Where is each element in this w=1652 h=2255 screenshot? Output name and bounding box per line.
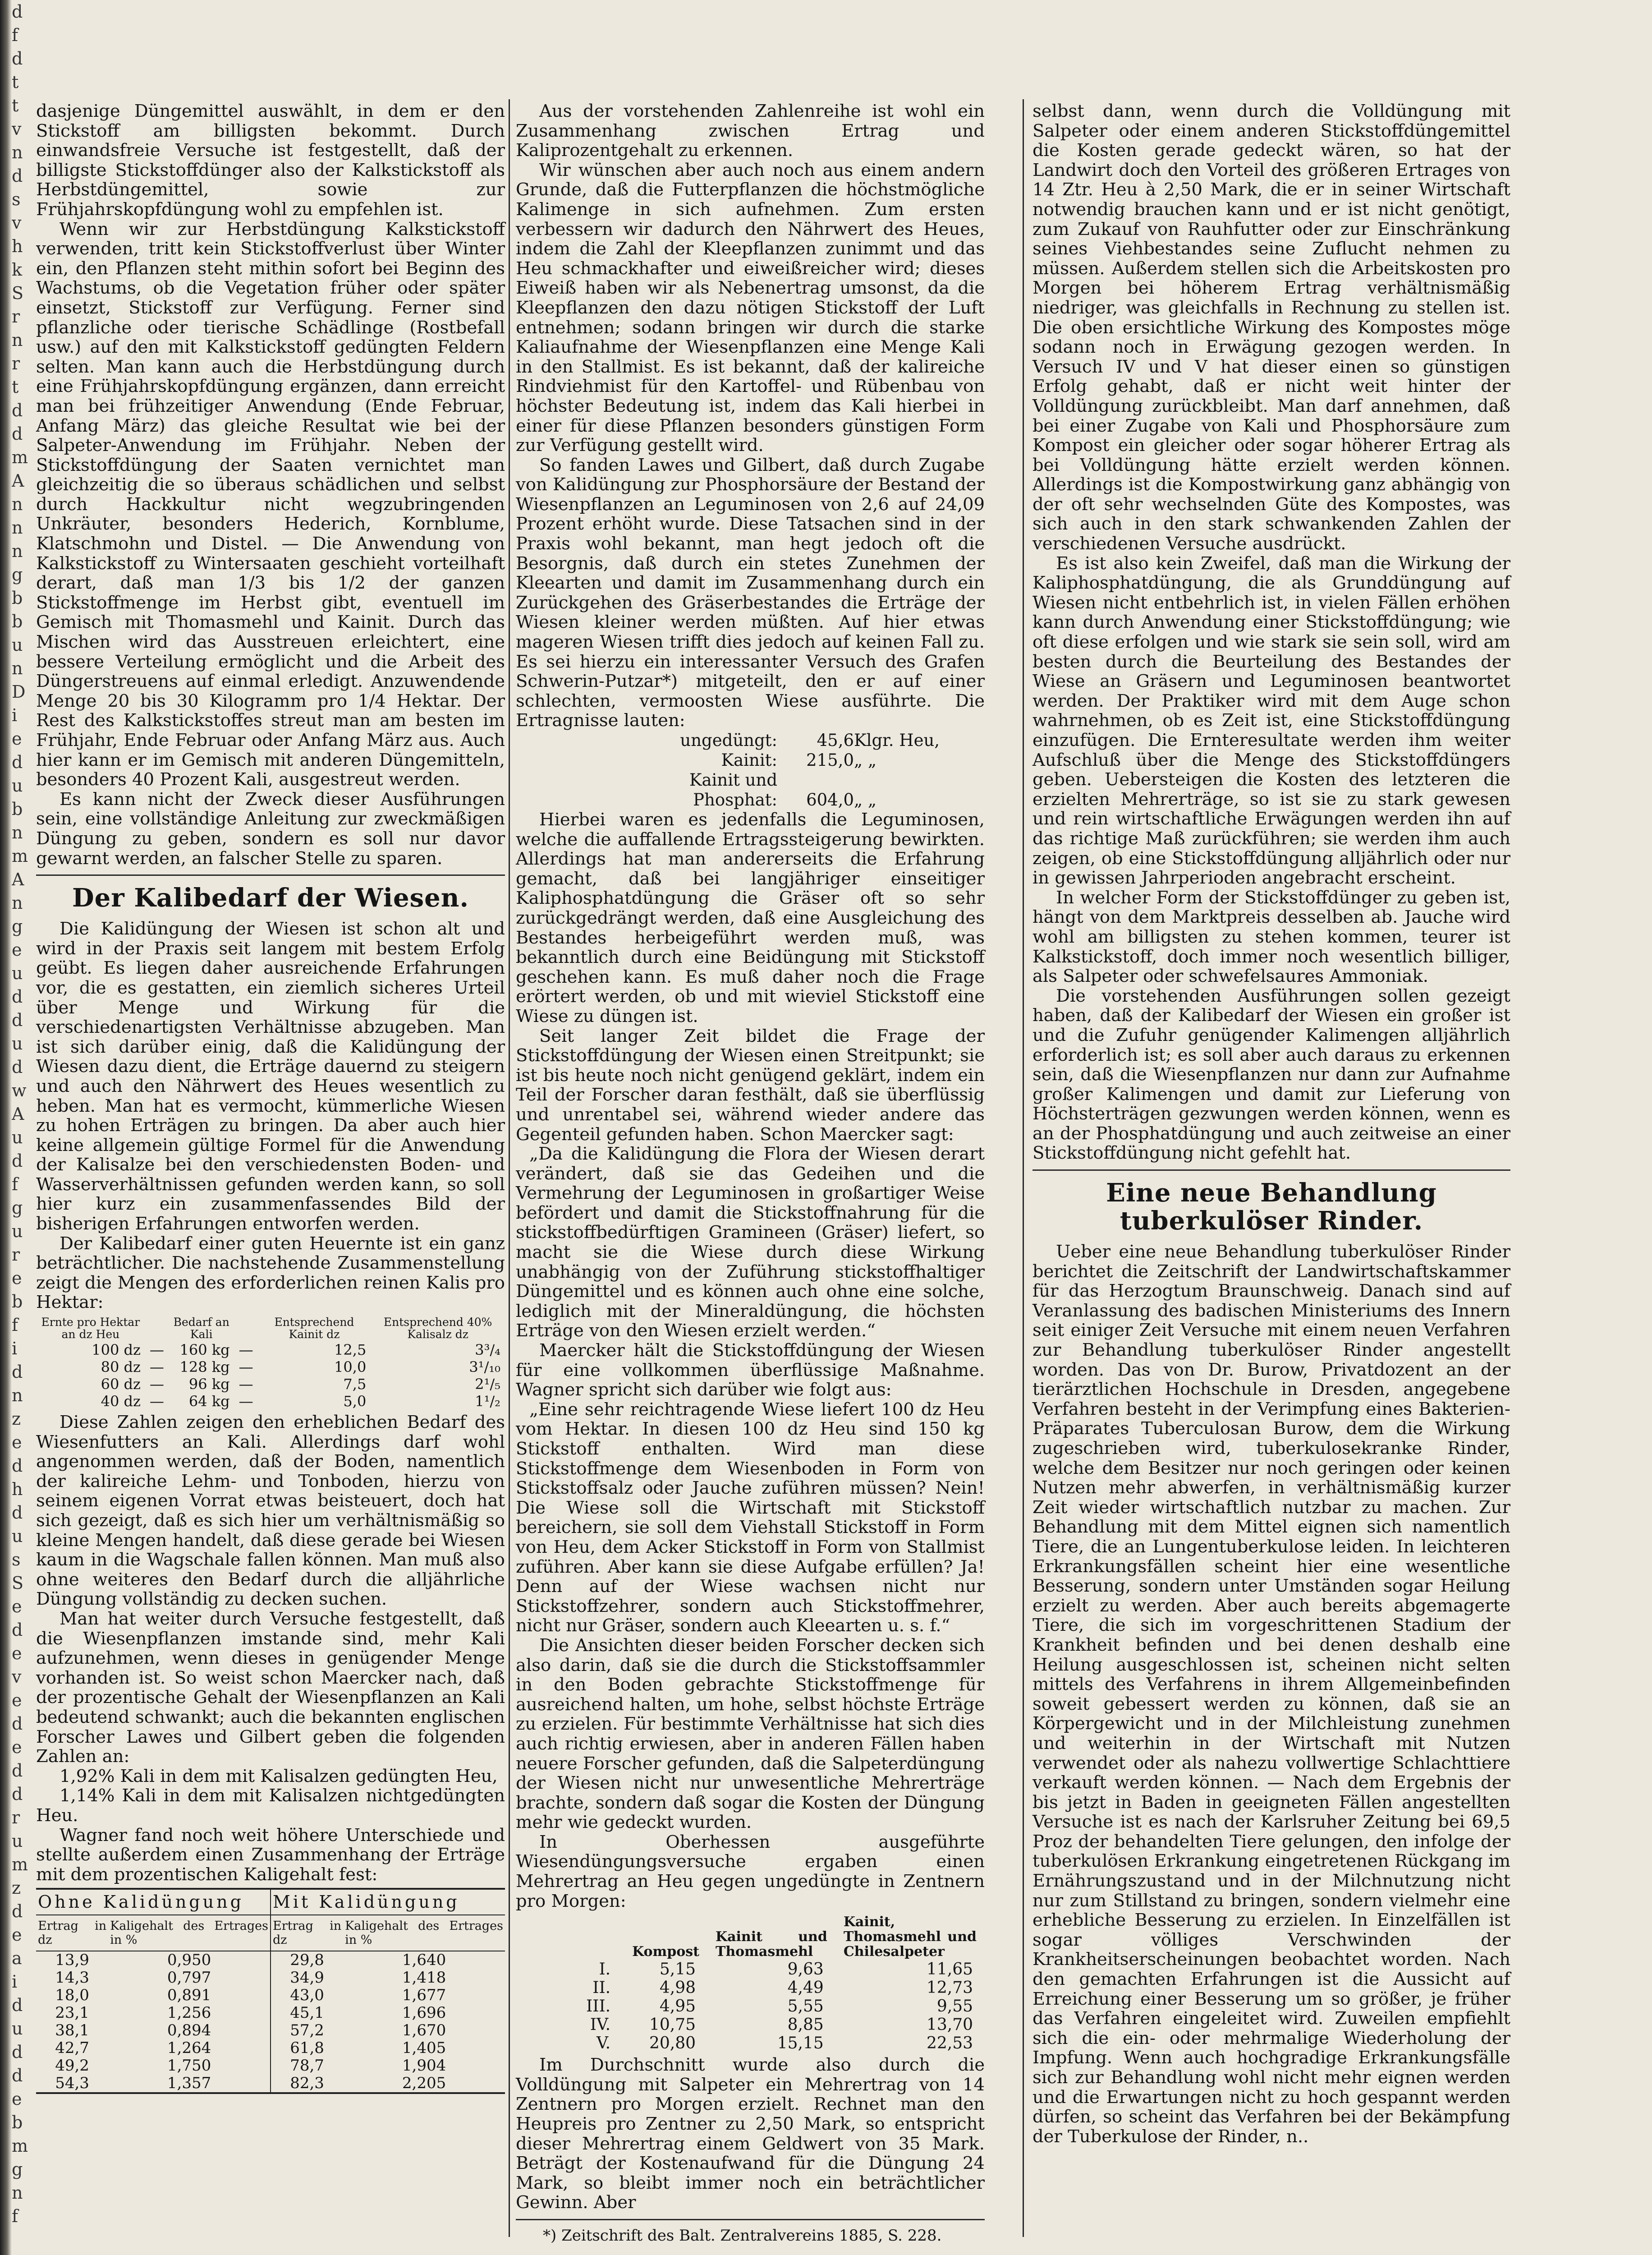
yield-label: ungedüngt:	[680, 731, 777, 750]
table-cell: 57,2	[290, 2021, 324, 2040]
quotation: „Da die Kalidüngung die Flora der Wiesen derart verändert, daß sie das Gedeihen und die Vermehrung der Leguminosen in großartiger Weise befördert und damit die Stickstoffnahrung für die stickstoffbedürftigen Gramineen (Gräser) liefert, so macht sie die Wiese durch diese Wirkung unabhängig von der Zuführung stickstoffhaltiger Düngemittel und es können auch ohne eine solche, lediglich mit der Mineraldüngung, die höchsten Erträge von den Wiesen erzielt werden.“	[516, 1144, 985, 1341]
table-row	[36, 1393, 505, 1410]
yield-row	[629, 770, 985, 810]
table-cell: 15,15	[777, 2034, 824, 2053]
column-rule	[1023, 99, 1024, 2237]
paragraph: Es ist also kein Zweifel, daß man die Wirkung der Kaliphosphatdüngung, die als Grunddüngung auf Wiesen nicht entbehrlich ist, in vielen Fällen erhöhen kann durch Anwendung einer Stickstoffdüngung; wie oft diese erfolgen und wie stark sie sein soll, wird am besten durch die Beurteilung des Bestandes der Wiese an Gräsern und Leguminosen beantwortet werden. Der Praktiker wird mit dem Auge schon wahrnehmen, ob es Zeit ist, eine Stickstoffdüngung einzufügen. Die Ernteresultate werden ihm weiter Aufschluß über die Menge des Stickstoffdüngers geben. Uebersteigen die Kosten des letzteren die erzielten Mehrerträge, so ist sie zu stark gewesen und rein wirtschaftliche Erwägungen werden ihn auf das richtige Maß zurückführen; sie werden ihm auch zeigen, ob eine Stickstoffdüngung alljährlich oder nur in gewissen Jahrperioden angebracht erscheint.	[1032, 553, 1510, 888]
column-right	[1032, 101, 1510, 2146]
table-cell: III.	[586, 1997, 611, 2016]
previous-page-letter: b	[12, 1292, 23, 1312]
table-row	[574, 1960, 985, 1979]
table-cell: 100 dz	[92, 1341, 141, 1359]
column-rule	[509, 99, 510, 2237]
previous-page-letter: f	[12, 2206, 18, 2226]
previous-page-letter: n	[12, 893, 23, 913]
paragraph: Der Kalibedarf einer guten Heuernte ist ein ganz beträchtlicher. Die nachstehende Zusammenstellung zeigt die Mengen des erforderlichen reinen Kalis pro Hektar:	[36, 1233, 505, 1313]
table-row	[36, 1358, 505, 1376]
table-cell: 43,0	[290, 1986, 324, 2005]
table-header: Entsprechend 40% Kalisalz dz	[383, 1316, 492, 1341]
previous-page-letter: u	[12, 1221, 23, 1241]
previous-page-letter: d	[12, 1057, 23, 1077]
table-header: Kompost	[632, 1944, 700, 1960]
previous-page-letter: r	[12, 354, 20, 373]
paragraph: Man hat weiter durch Versuche festgestellt, daß die Wiesenpflanzen imstande sind, mehr Kali aufzunehmen, wenn dieses in genügender Menge vorhanden ist. So weist schon Maercker nach, daß der prozentische Gehalt der Wiesenpflanzen an Kali bedeutend schwankt; auch die bekannten englischen Forscher Lawes und Gilbert geben die folgenden Zahlen an:	[36, 1608, 505, 1767]
yield-value: 604,0	[806, 790, 854, 810]
previous-page-letter: g	[12, 916, 23, 936]
previous-page-letter: r	[12, 307, 20, 327]
previous-page-letter: b	[12, 612, 23, 631]
table-cell: —	[239, 1393, 253, 1410]
table-cell: —	[149, 1376, 164, 1393]
previous-page-letter: n	[12, 541, 23, 561]
yield-label: Kainit:	[721, 750, 777, 770]
kali-requirement-table	[36, 1315, 505, 1410]
previous-page-letter: n	[12, 658, 23, 678]
table-cell: 5,0	[343, 1393, 367, 1410]
table-cell: 14,3	[55, 1969, 89, 1987]
table-cell: 8,85	[787, 2016, 824, 2034]
divider	[1032, 1169, 1510, 1171]
table-cell: 9,63	[787, 1960, 824, 1979]
article-heading: Der Kalibedarf der Wiesen.	[72, 883, 469, 913]
table-row	[36, 1987, 505, 2004]
previous-page-letter: n	[12, 1385, 23, 1405]
previous-page-letter: m	[12, 2136, 28, 2156]
previous-page-letter: e	[12, 1737, 22, 1757]
previous-page-letter: d	[12, 2042, 23, 2062]
previous-page-letter: g	[12, 1198, 23, 1218]
table-cell: 7,5	[343, 1376, 367, 1393]
table-group-header: Mit Kalidüngung	[271, 1889, 505, 1915]
yield-unit: „ „	[854, 750, 877, 770]
previous-page-letter: d	[12, 1456, 23, 1476]
previous-page-letter: d	[12, 400, 23, 420]
previous-page-letter: n	[12, 143, 23, 162]
previous-page-letter: v	[12, 119, 22, 139]
table-cell: —	[239, 1341, 253, 1359]
table-cell: 5,55	[787, 1997, 824, 2016]
previous-page-letter: e	[12, 1643, 22, 1663]
previous-page-letter: n	[12, 2183, 23, 2203]
table-cell: 160 kg	[179, 1341, 230, 1359]
wagner-yield-table	[36, 1888, 505, 2094]
previous-page-letter: d	[12, 1503, 23, 1523]
previous-page-letter: n	[12, 330, 23, 350]
table-row	[574, 1979, 985, 1997]
table-row	[36, 1951, 505, 1969]
table-cell: 9,55	[936, 1997, 973, 2016]
table-header: Kaligehalt des Ertrages in %	[343, 1915, 505, 1951]
paragraph: Hierbei waren es jedenfalls die Leguminosen, welche die auffallende Ertragssteigerung bewirkten. Allerdings hat man andererseits die Erfahrung gemacht, daß bei langjähriger einseitiger Kaliphosphatdüngung die Gräser oft so sehr zurückgedrängt werden, daß eine Ausgleichung des Bestandes herbeigeführt werden muß, was bekanntlich durch eine Beidüngung mit Stickstoff geschehen kann. Es muß daher noch die Frage erörtert werden, ob und mit wieviel Stickstoff eine Wiese zu düngen ist.	[516, 810, 985, 1026]
table-cell: 4,49	[787, 1979, 824, 1997]
article-heading: Eine neue Behandlung tuberkulöser Rinder.	[1106, 1178, 1437, 1236]
table-cell: 54,3	[55, 2074, 89, 2093]
previous-page-letter: n	[12, 518, 23, 538]
paragraph: Die Kalidüngung der Wiesen ist schon alt und wird in der Praxis seit langem mit bestem Erfolg geübt. Es liegen daher ausreichende Erfahrungen vor, die es gestatten, ein ziemlich sicheres Urteil über Menge und Wirkung für die verschiedenartigsten Verhältnisse abzugeben. Man ist sich darüber einig, daß die Kalidüngung der Wiesen dazu dient, die Erträge dauernd zu steigern und auch den Nährwert des Heues wesentlich zu heben. Man hat es vermocht, kümmerliche Wiesen zu hohen Erträgen zu bringen. Da aber auch hier keine allgemein gültige Formel für die Anwendung der Kalisalze bei den verschiedensten Boden- und Wasserverhältnissen gefunden werden kann, so soll hier kurz ein zusammenfassendes Bild der bisherigen Erfahrungen entworfen werden.	[36, 919, 505, 1234]
previous-page-letter: d	[12, 1714, 23, 1734]
table-cell: 1,405	[402, 2039, 446, 2057]
previous-page-letter: d	[12, 1761, 23, 1781]
table-row	[36, 2057, 505, 2075]
table-cell: 13,70	[926, 2016, 973, 2034]
previous-page-letter: A	[12, 1104, 24, 1124]
table-cell: 1,696	[402, 2004, 446, 2022]
table-header: Entsprechend Kainit dz	[274, 1316, 354, 1341]
table-cell: 0,894	[108, 2022, 271, 2039]
table-cell: 3³/₄	[475, 1341, 500, 1359]
table-cell: II.	[592, 1979, 611, 1997]
table-cell: 3¹/₁₀	[469, 1358, 500, 1376]
table-cell: 40 dz	[101, 1393, 141, 1410]
previous-page-letter: z	[12, 1409, 21, 1429]
table-row	[36, 2039, 505, 2057]
previous-page-letter: h	[12, 1479, 23, 1499]
previous-page-letter: d	[12, 1362, 23, 1382]
previous-page-letter: k	[12, 260, 23, 280]
table-cell: 128 kg	[179, 1358, 230, 1376]
book-binding-shadow	[0, 0, 12, 2255]
previous-page-letter: d	[12, 987, 23, 1007]
previous-page-letter: u	[12, 1831, 23, 1851]
paragraph: So fanden Lawes und Gilbert, daß durch Zugabe von Kalidüngung zur Phosphorsäure der Bestand der Wiesenpflanzen an Leguminosen von 2,6 auf 24,09 Prozent erhöht wurde. Diese Tatsachen sind in der Praxis wohl bekannt, man hegt jedoch oft die Besorgnis, daß durch ein stetes Zunehmen der Kleearten und damit im Zusammenhang durch ein Zurückgehen des Gräserbestandes die Erträge der Wiesen kleiner werden müßten. Auf hier etwas mageren Wiesen trifft dies jedoch auf keinen Fall zu. Es sei hierzu ein interessanter Versuch des Grafen Schwerin-Putzar*) mitgeteilt, den er auf einer schlechten, vermoosten Wiese ausführte. Die Ertragnisse lauten:	[516, 455, 985, 731]
table-cell: 11,65	[926, 1960, 973, 1979]
previous-page-letter: e	[12, 1597, 22, 1616]
table-group-header: Ohne Kalidüngung	[36, 1889, 271, 1915]
previous-page-letter: d	[12, 424, 23, 444]
kali-figure-line: 1,14% Kali in dem mit Kalisalzen nichtgedüngten Heu.	[36, 1786, 505, 1826]
paragraph: Wagner fand noch weit höhere Unterschiede und stellte außerdem einen Zusammenhang der Erträge mit dem prozentischen Kaligehalt fest:	[36, 1825, 505, 1885]
previous-page-letter: A	[12, 471, 24, 491]
previous-page-letter: d	[12, 1784, 23, 1804]
previous-page-letter: u	[12, 635, 23, 655]
previous-page-letter: f	[12, 1315, 18, 1335]
paragraph: Im Durchschnitt wurde also durch die Volldüngung mit Salpeter ein Mehrertrag von 14 Zentnern pro Morgen erzielt. Rechnet man den Heupreis pro Zentner zu 2,50 Mark, so entspricht dieser Mehrertrag einem Geldwert von 35 Mark. Beträgt der Kostenaufwand für die Düngung 24 Mark, so bleibt immer noch ein beträchtlicher Gewinn. Aber	[516, 2055, 985, 2213]
previous-page-letter: d	[12, 1620, 23, 1640]
table-cell: 4,95	[659, 1997, 696, 2016]
table-cell: —	[239, 1358, 253, 1376]
previous-page-letter: u	[12, 1526, 23, 1546]
paragraph: Diese Zahlen zeigen den erheblichen Bedarf des Wiesenfutters an Kali. Allerdings darf wohl angenommen werden, daß der Boden, namentlich der kalireiche Lehm- und Tonboden, hierzu von seinem eigenen Vorrat etwas beisteuert, doch hat sich gezeigt, daß es sich hier um verhältnismäßig so kleine Mengen handelt, daß diese gerade bei Wiesen kaum in die Wagschale fallen können. Man muß also ohne weiteres den Bedarf durch die alljährliche Düngung vollständig zu decken suchen.	[36, 1412, 505, 1610]
paragraph: dasjenige Düngemittel auswählt, in dem er den Stickstoff am billigsten bekommt. Durch einwandsfreie Versuche ist festgestellt, daß der billigste Stickstoffdünger also der Kalkstickstoff als Herbstdüngemittel, sowie zur Frühjahrskopfdüngung wohl zu empfehlen ist.	[36, 101, 505, 220]
previous-page-letter: D	[12, 682, 26, 702]
table-cell: 61,8	[290, 2039, 324, 2057]
previous-page-letter: A	[12, 870, 24, 889]
paragraph: Es kann nicht der Zweck dieser Ausführungen sein, eine vollständige Anleitung zur zweckmäßigen Düngung zu geben, sondern es soll nur davor gewarnt werden, an falscher Stelle zu sparen.	[36, 789, 505, 869]
table-cell: 78,7	[290, 2057, 324, 2075]
table-row	[36, 2004, 505, 2022]
previous-page-letter: t	[12, 377, 19, 397]
paragraph: selbst dann, wenn durch die Volldüngung mit Salpeter oder einem anderen Stickstoffdüngemittel die Kosten gerade gedeckt wären, so hat der Landwirt doch den Vorteil des größeren Ertrages von 14 Ztr. Heu à 2,50 Mark, die er in seiner Wirtschaft notwendig brauchen kann und er ist nicht genötigt, zum Zukauf von Rauhfutter oder zur Einschränkung seines Viehbestandes seine Zuflucht nehmen zu müssen. Außerdem stellen sich die Arbeitskosten pro Morgen bei höherem Ertrag verhältnismäßig niedriger, was gleichfalls in Rechnung zu stellen ist. Die oben ersichtliche Wirkung des Kompostes möge sodann noch in Erwägung gezogen werden. In Versuch IV und V hat dieser einen so günstigen Erfolg gehabt, daß er nicht weit hinter der Volldüngung zurückbleibt. Man darf annehmen, daß bei einer Zugabe von Kali und Phosphorsäure zum Kompost ein gleicher oder sogar höherer Ertrag als bei Volldüngung hätte erzielt werden können. Allerdings ist die Kompostwirkung ganz abhängig von der oft sehr wechselnden Güte des Kompostes, was sich auch in den stark schwankenden Zahlen der verschiedenen Versuche ausdrückt.	[1032, 101, 1510, 554]
previous-page-letter: b	[12, 799, 23, 819]
table-cell: 80 dz	[101, 1358, 141, 1376]
yield-row	[629, 750, 985, 770]
previous-page-letter: v	[12, 213, 22, 233]
table-row	[574, 2034, 985, 2053]
table-header: Ernte pro Hektar an dz Heu	[41, 1316, 140, 1341]
previous-page-letter: w	[12, 1081, 27, 1100]
table-row	[36, 2075, 505, 2093]
table-cell: 38,1	[55, 2021, 89, 2040]
previous-page-letter: g	[12, 565, 23, 584]
previous-page-letter: r	[12, 1245, 20, 1265]
table-cell: 10,75	[649, 2016, 696, 2034]
table-cell: 22,53	[926, 2034, 973, 2053]
previous-page-letter: e	[12, 940, 22, 960]
table-header: Kainit, Thomasmehl und Chilesalpeter	[843, 1914, 977, 1960]
previous-page-letter: s	[12, 1550, 21, 1569]
yield-list	[516, 731, 985, 810]
table-header: Bedarf an Kali	[173, 1316, 229, 1341]
table-cell: 1,357	[108, 2075, 271, 2093]
table-cell: 12,5	[334, 1341, 367, 1359]
paragraph: In Oberhessen ausgeführte Wiesendüngungsversuche ergaben einen Mehrertrag an Heu gegen ungedüngte in Zentnern pro Morgen:	[516, 1832, 985, 1911]
table-row	[36, 1341, 505, 1358]
previous-page-letter: e	[12, 2089, 22, 2109]
previous-page-letter: t	[12, 96, 19, 115]
previous-page-letter: d	[12, 1995, 23, 2015]
column-middle	[516, 101, 985, 2245]
table-row	[574, 2016, 985, 2034]
previous-page-letter: e	[12, 1925, 22, 1945]
paragraph: In welcher Form der Stickstoffdünger zu geben ist, hängt von dem Marktpreis desselben ab. Jauche wird wohl am billigsten zu stehen kommen, teurer ist Kalkstickstoff, doch immer noch wesentlich billiger, als Salpeter oder schwefelsaures Ammoniak.	[1032, 887, 1510, 987]
table-header: Kaligehalt des Ertrages in %	[108, 1915, 271, 1951]
table-cell: IV.	[590, 2016, 611, 2034]
table-row	[36, 2022, 505, 2039]
previous-page-letter: i	[12, 705, 18, 725]
previous-page-letter: d	[12, 49, 23, 69]
paragraph: Die Ansichten dieser beiden Forscher decken sich also darin, daß sie die durch die Stickstoffsammler in den Boden gebrachte Stickstoffmenge für ausreichend halten, um hohe, selbst höchste Erträge zu erzielen. Für bestimmte Verhältnisse hat sich dies auch richtig erwiesen, aber in anderen Fällen haben neuere Forscher gefunden, daß die Salpeterdüngung der Wiesen nicht nur unwesentliche Mehrerträge brachte, sondern daß sogar die Kosten der Düngung mehr wie gedeckt wurden.	[516, 1635, 985, 1833]
table-cell: 23,1	[55, 2004, 89, 2022]
yield-value: 45,6	[817, 731, 854, 750]
previous-page-letter: n	[12, 494, 23, 514]
previous-page-letter: e	[12, 1268, 22, 1288]
previous-page-letter: f	[12, 25, 18, 45]
yield-unit: „ „	[854, 790, 877, 810]
divider	[36, 874, 505, 876]
previous-page-letter: i	[12, 1339, 18, 1358]
previous-page-letter: d	[12, 1010, 23, 1030]
table-cell: 1,640	[402, 1951, 446, 1970]
previous-page-letter: n	[12, 823, 23, 842]
previous-page-letter: d	[12, 2066, 23, 2085]
previous-page-letter: g	[12, 2159, 23, 2179]
previous-page-letter: z	[12, 1878, 21, 1898]
yield-label: Kainit und Phosphat:	[689, 770, 777, 810]
table-cell: —	[149, 1393, 164, 1410]
table-cell: 29,8	[290, 1951, 324, 1970]
previous-page-letter: S	[12, 1573, 24, 1593]
previous-page-letter: u	[12, 1128, 23, 1147]
yield-value: 215,0	[806, 750, 854, 770]
table-row	[36, 1376, 505, 1393]
yield-row	[629, 731, 985, 750]
previous-page-letter: a	[12, 1948, 22, 1968]
paragraph: Maercker hält die Stickstoffdüngung der Wiesen für eine vollkommen überflüssige Maßnahme. Wagner spricht sich darüber wie folgt aus:	[516, 1340, 985, 1400]
table-cell: 82,3	[290, 2074, 324, 2093]
previous-page-letter: b	[12, 2112, 23, 2132]
previous-page-letter: d	[12, 752, 23, 772]
previous-page-letter: f	[12, 1174, 18, 1194]
quotation: „Eine sehr reichtragende Wiese liefert 100 dz Heu vom Hektar. In diesen 100 dz Heu sind 150 kg Stickstoff enthalten. Wird man diese Stickstoffmenge dem Wiesenboden in Form von Stickstoffsalz oder Jauche zuführen müssen? Nein! Die Wiese soll die Wirtschaft mit Stickstoff bereichern, sie soll dem Viehstall Stickstoff in Form von Heu, dem Acker Stickstoff in Form von Stallmist zuführen. Aber kann sie diese Aufgabe erfüllen? Ja! Denn auf der Wiese wachsen nicht nur Stickstoffzehrer, sondern auch Stickstoffmehrer, nicht nur Gräser, sondern auch Kleearten u. s. f.“	[516, 1399, 985, 1636]
previous-page-letter: m	[12, 447, 28, 467]
table-cell: 1,904	[402, 2057, 446, 2075]
table-cell: 1,264	[108, 2039, 271, 2057]
paragraph: Seit langer Zeit bildet die Frage der Stickstoffdüngung der Wiesen einen Streitpunkt; sie ist bis heute noch nicht genügend geklärt, indem ein Teil der Forscher daran festhält, daß sie überflüssig und unrentabel sei, während wieder andere das Gegenteil gefunden haben. Schon Maercker sagt:	[516, 1026, 985, 1145]
table-cell: 2,205	[402, 2074, 446, 2093]
divider	[516, 2219, 985, 2220]
kali-figure-line: 1,92% Kali in dem mit Kalisalzen gedüngten Heu,	[60, 1766, 498, 1786]
table-cell: I.	[599, 1960, 611, 1979]
table-cell: 49,2	[55, 2057, 89, 2075]
previous-page-letter: m	[12, 846, 28, 866]
previous-page-letter: e	[12, 1432, 22, 1452]
previous-page-letter: m	[12, 1855, 28, 1874]
paragraph: Wir wünschen aber auch noch aus einem andern Grunde, daß die Futterpflanzen die höchstmögliche Kalimenge in sich aufnehmen. Zum ersten verbessern wir dadurch den Nährwert des Heues, indem die Zahl der Kleepflanzen zunimmt und das Heu schmackhafter und eiweißreicher wird; dieses Eiweiß haben wir als Nebenertrag umsonst, da die Kleepflanzen den dazu nötigen Stickstoff der Luft entnehmen; sodann bringen wir durch die starke Kaliaufnahme der Wiesenpflanzen eine Menge Kali in den Stallmist. Es ist bekannt, daß der kalireiche Rindviehmist für den Kartoffel- und Rübenbau von höchster Bedeutung ist, indem das Kali hierbei in einer für diese Pflanzen besonders günstigen Form zur Verfügung gestellt wird.	[516, 160, 985, 456]
table-cell: 0,797	[108, 1969, 271, 1987]
previous-page-letter: u	[12, 1034, 23, 1054]
table-row	[36, 1969, 505, 1987]
paragraph: Die vorstehenden Ausführungen sollen gezeigt haben, daß der Kalibedarf der Wiesen ein großer ist und die Zufuhr genügender Kalimengen alljährlich erforderlich ist; es soll aber auch daraus zu erkennen sein, daß die Wiesenpflanzen nur dann zur Aufnahme großer Kalimengen und damit zur Lieferung von Höchsterträgen gezwungen werden können, wenn es an der Phosphatdüngung und auch zeitweise an einer Stickstoffdüngung nicht gefehlt hat.	[1032, 985, 1510, 1164]
table-cell: 64 kg	[188, 1393, 230, 1410]
previous-page-letter: b	[12, 588, 23, 608]
table-cell: 45,1	[290, 2004, 324, 2022]
table-cell: 60 dz	[101, 1376, 141, 1393]
previous-page-letter: i	[12, 1972, 18, 1992]
previous-page-letter: t	[12, 72, 19, 92]
paragraph: Wenn wir zur Herbstdüngung Kalkstickstoff verwenden, tritt kein Stickstoffverlust über Winter ein, den Pflanzen steht mithin sofort bei Beginn des Wachstums, ob die Vegetation früher oder später einsetzt, Stickstoff zur Verfügung. Ferner sind pflanzliche oder tierische Schädlinge (Rostbefall usw.) auf den mit Kalkstickstoff gedüngten Feldern selten. Man kann auch die Herbstdüngung durch eine Frühjahrskopfdüngung ergänzen, dann erreicht man bei frühzeitiger Anwendung (Ende Februar, Anfang März) das gleiche Resultat wie bei der Salpeter-Anwendung im Frühjahr. Neben der Stickstoffdüngung der Saaten vernichtet man gleichzeitig die so überaus schädlichen und selbst durch Hackkultur nicht wegzubringenden Unkräuter, besonders Hederich, Kornblume, Klatschmohn und Distel. — Die Anwendung von Kalkstickstoff zu Wintersaaten geschieht vorteilhaft derart, daß man 1/3 bis 1/2 der ganzen Stickstoffmenge im Herbst gibt, eventuell im Gemisch mit Thomasmehl und Kainit. Durch das Mischen wird das Ausstreuen erleichtert, eine bessere Verteilung ermöglicht und die Arbeit des Düngerstreuens auf einmal erledigt. Anzuwendende Menge 20 bis 30 Kilogramm pro 1/4 Hektar. Der Rest des Kalkstickstoffes streut man am besten im Frühjahr, Ende Februar oder Anfang März aus. Auch hier kann er im Gemisch mit anderen Düngemitteln, besonders 40 Prozent Kali, ausgestreut werden.	[36, 219, 505, 790]
previous-page-letter: r	[12, 1808, 20, 1827]
table-cell: 13,9	[55, 1951, 89, 1970]
table-cell: 0,950	[108, 1951, 271, 1969]
table-cell: 1,677	[402, 1986, 446, 2005]
oberhessen-trial-table	[574, 1914, 985, 2053]
table-cell: —	[239, 1376, 253, 1393]
table-row	[574, 1997, 985, 2016]
table-header: Kainit und Thomasmehl	[716, 1929, 827, 1960]
table-cell: 96 kg	[188, 1376, 230, 1393]
table-cell: 18,0	[55, 1986, 89, 2005]
table-header: Ertrag in dz	[36, 1915, 108, 1951]
previous-page-letter: u	[12, 963, 23, 983]
table-cell: 1¹/₂	[475, 1393, 500, 1410]
table-cell: —	[149, 1341, 164, 1359]
previous-page-letter: u	[12, 2019, 23, 2039]
table-cell: 12,73	[926, 1979, 973, 1997]
table-cell: 1,418	[402, 1969, 446, 1987]
previous-page-letter: S	[12, 283, 24, 303]
table-cell: 4,98	[659, 1979, 696, 1997]
previous-page-letter: h	[12, 236, 23, 256]
table-cell: 1,256	[108, 2004, 271, 2022]
paragraph: Aus der vorstehenden Zahlenreihe ist wohl ein Zusammenhang zwischen Ertrag und Kaliprozentgehalt zu erkennen.	[516, 101, 985, 161]
table-cell: V.	[596, 2034, 611, 2053]
table-cell: 0,891	[108, 1987, 271, 2004]
yield-unit: Klgr. Heu,	[854, 731, 940, 750]
table-cell: 2¹/₅	[475, 1376, 500, 1393]
previous-page-letter: e	[12, 1690, 22, 1710]
table-cell: 10,0	[334, 1358, 367, 1376]
previous-page-letter: d	[12, 1901, 23, 1921]
previous-page-letter: d	[12, 2, 23, 22]
table-cell: 1,750	[108, 2057, 271, 2075]
column-left	[36, 101, 505, 2094]
table-cell: 5,15	[659, 1960, 696, 1979]
table-cell: —	[149, 1358, 164, 1376]
previous-page-letter: d	[12, 1151, 23, 1171]
previous-page-letter: v	[12, 1667, 22, 1687]
previous-page-letter: e	[12, 729, 22, 749]
paragraph: Ueber eine neue Behandlung tuberkulöser Rinder berichtet die Zeitschrift der Landwirtschaftskammer für das Herzogtum Braunschweig. Danach sind auf Veranlassung des badischen Ministeriums des Innern seit einiger Zeit Versuche mit einem neuen Verfahren zur Behandlung tuberkulöser Rinder angestellt worden. Das von Dr. Burow, Privatdozent an der tierärztlichen Hochschule in Dresden, angegebene Verfahren besteht in der Verimpfung eines Bakterien-Präparates Tuberculosan Burow, dem die Wirkung zugeschrieben wird, tuberkulosekranke Rinder, welche dem Besitzer nur noch geringen oder keinen Nutzen mehr abwerfen, in verhältnismäßig kurzer Zeit wieder wirtschaftlich nutzbar zu machen. Zur Behandlung mit dem Mittel eignen sich namentlich Tiere, die an Lungentuberkulose leiden. In leichteren Erkrankungsfällen scheint hier eine wesentliche Besserung, sondern unter Umständen sogar Heilung erzielt zu werden. Aber auch bereits abgemagerte Tiere, die sich im vorgeschrittenen Stadium der Krankheit befinden und bei denen deshalb eine Heilung ausgeschlossen ist, scheinen nicht selten mittels des Verfahrens in ihrem Allgemeinbefinden soweit gebessert werden zu können, daß sie an Körpergewicht und in der Milchleistung zunehmen und weiterhin in der Wirtschaft mit Nutzen verwendet oder als nahezu vollwertige Schlachttiere verkauft werden können. — Nach dem Ergebnis der bis jetzt in Baden in geeigneten Fällen angestellten Versuche ist es nach der Karlsruher Zeitung bei 69,5 Proz der behandelten Tiere gelungen, den infolge der tuberkulösen Erkrankung eingetretenen Rückgang im Ernährungszustand und in der Milchnutzung nicht nur zum Stillstand zu bringen, sondern vielmehr eine erhebliche Besserung zu erzielen. In Einzelfällen ist sogar völliges Verschwinden der Krankheitserscheinungen beobachtet worden. Nach den gemachten Erfahrungen ist die Aussicht auf Erreichung einer Besserung um so größer, je früher das Verfahren eingeleitet wird. Zuweilen empfiehlt sich die ein- oder mehrmalige Wiederholung der Impfung. Wenn auch hochgradige Erkrankungsfälle sich zur Behandlung wohl nicht mehr eignen werden und die Erwartungen nicht zu hoch gespannt werden dürfen, so scheint das Verfahren bei der Bekämpfung der Tuberkulose der Rinder, n..	[1032, 1242, 1510, 2147]
footnote: *) Zeitschrift des Balt. Zentralvereins 1885, S. 228.	[543, 2227, 942, 2245]
previous-page-letter: u	[12, 776, 23, 796]
previous-page-edge	[12, 0, 33, 2255]
table-cell: 1,670	[402, 2021, 446, 2040]
table-header	[574, 1914, 624, 1960]
table-cell: 42,7	[55, 2039, 89, 2057]
previous-page-letter: d	[12, 166, 23, 186]
table-cell: 20,80	[649, 2034, 696, 2053]
previous-page-letter: s	[12, 189, 21, 209]
table-cell: 34,9	[290, 1969, 324, 1987]
table-header: Ertrag in dz	[271, 1915, 343, 1951]
